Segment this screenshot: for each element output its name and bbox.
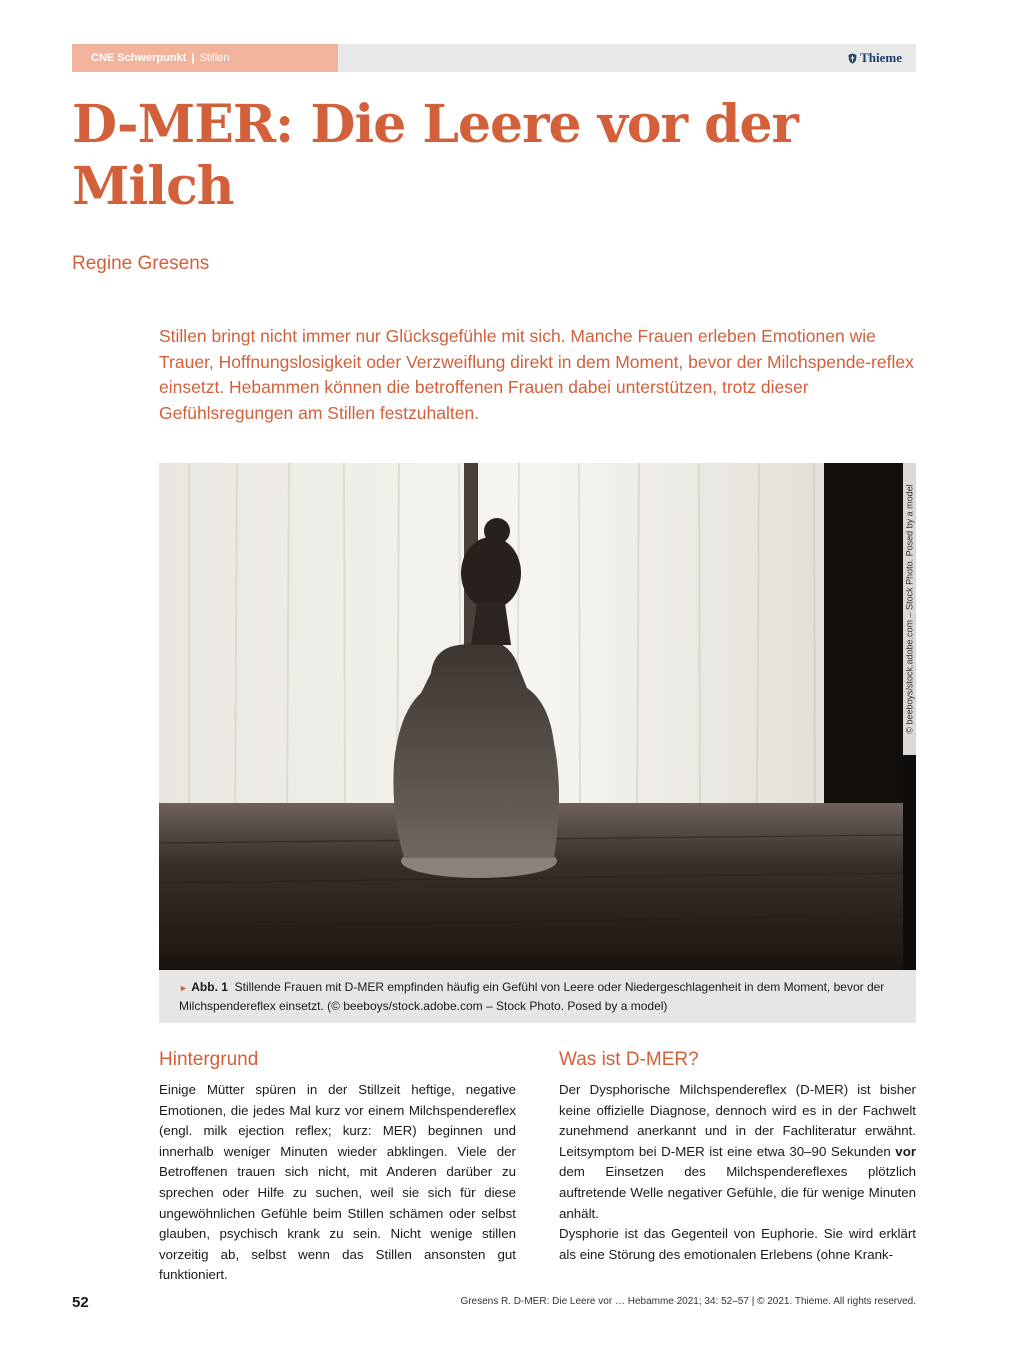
thieme-crest-icon <box>848 53 857 64</box>
caption-label: Abb. 1 <box>191 980 228 994</box>
section-text-was-ist-dmer-2: Dysphorie ist das Gegenteil von Euphorie. Sie wird erklärt als eine Störung des emotionalen Erlebens (ohne Krank- <box>559 1226 916 1262</box>
title-line-2: Milch <box>72 156 234 217</box>
section-text-hintergrund: Einige Mütter spüren in der Stillzeit heftige, negative Emotionen, die jedes Mal kurz vor einem Milchspendereflex (engl. milk ejection reflex; kurz: MER) beginnen und innerhalb weniger Minuten wieder abklingen. Viele der Betroffenen trauen sich nicht, mit Anderen darüber zu sprechen oder Hilfe zu suchen, weil sie sich für diese ungewöhnlichen Gefühle beim Stillen schämen oder selbst glauben, psychisch krank zu sein. Nicht wenige stillen vorzeitig ab, selbst wenn das Stillen ansonsten gut funktioniert. <box>159 1082 516 1283</box>
photo-credit <box>903 463 916 755</box>
section-header <box>72 44 338 72</box>
publisher-name: Thieme <box>860 50 902 65</box>
section-text-was-ist-dmer-1 <box>559 1080 916 1224</box>
para1-emphasis: vor <box>895 1143 916 1159</box>
lead-paragraph: Stillen bringt nicht immer nur Glücksgefühle mit sich. Manche Frauen erleben Emotionen wie Trauer, Hoffnungslosigkeit oder Verzweiflung direkt in dem Moment, bevor der Milchspende-reflex einsetzt. Hebammen können die betroffenen Frauen dabei unterstützen, trotz dieser Gefühlsregungen am Stillen festzuhalten. <box>159 326 914 423</box>
para1-after: dem Einsetzen des Milchspendereflexes plötzlich auftretende Welle negativer Gefühle, die für wenige Minuten anhält. <box>559 1164 916 1221</box>
photo-credit-text: © beeboys/stock.adobe.com – Stock Photo. Posed by a model <box>904 484 915 734</box>
figure-photo <box>159 463 903 970</box>
para1-before: Der Dysphorische Milchspendereflex (D-MER) ist bisher keine offizielle Diagnose, dennoch wird es in der Fachwelt zunehmend anerkannt und in der Fachliteratur erwähnt. Leitsymptom bei D-MER ist eine etwa 30–90 Sekunden <box>559 1082 916 1159</box>
woman-by-window-image <box>159 463 903 970</box>
caption-arrow-icon: ► <box>179 983 188 993</box>
author-name: Regine Gresens <box>72 253 210 274</box>
topic-label: Stillen <box>199 52 230 64</box>
section-label: CNE Schwerpunkt <box>91 52 187 64</box>
section-separator: | <box>191 52 195 64</box>
section-heading-hintergrund: Hintergrund <box>159 1049 259 1070</box>
section-heading-was-ist-dmer: Was ist D-MER? <box>559 1049 699 1070</box>
photo-edge <box>903 755 916 970</box>
title-line-1: D-MER: Die Leere vor der <box>72 94 798 155</box>
article-title <box>72 94 872 218</box>
page-number: 52 <box>72 1294 89 1311</box>
citation-line: Gresens R. D-MER: Die Leere vor … Hebamme 2021; 34: 52–57 | © 2021. Thieme. All rights reserved. <box>460 1296 916 1307</box>
figure-caption <box>179 978 904 1015</box>
caption-text: Stillende Frauen mit D-MER empfinden häufig ein Gefühl von Leere oder Niedergeschlagenheit in dem Moment, bevor der Milchspendereflex einsetzt. (© beeboys/stock.adobe.com – Stock Photo. Posed by a model) <box>179 980 885 1013</box>
publisher-bar <box>338 44 916 72</box>
publisher-logo <box>848 50 902 66</box>
